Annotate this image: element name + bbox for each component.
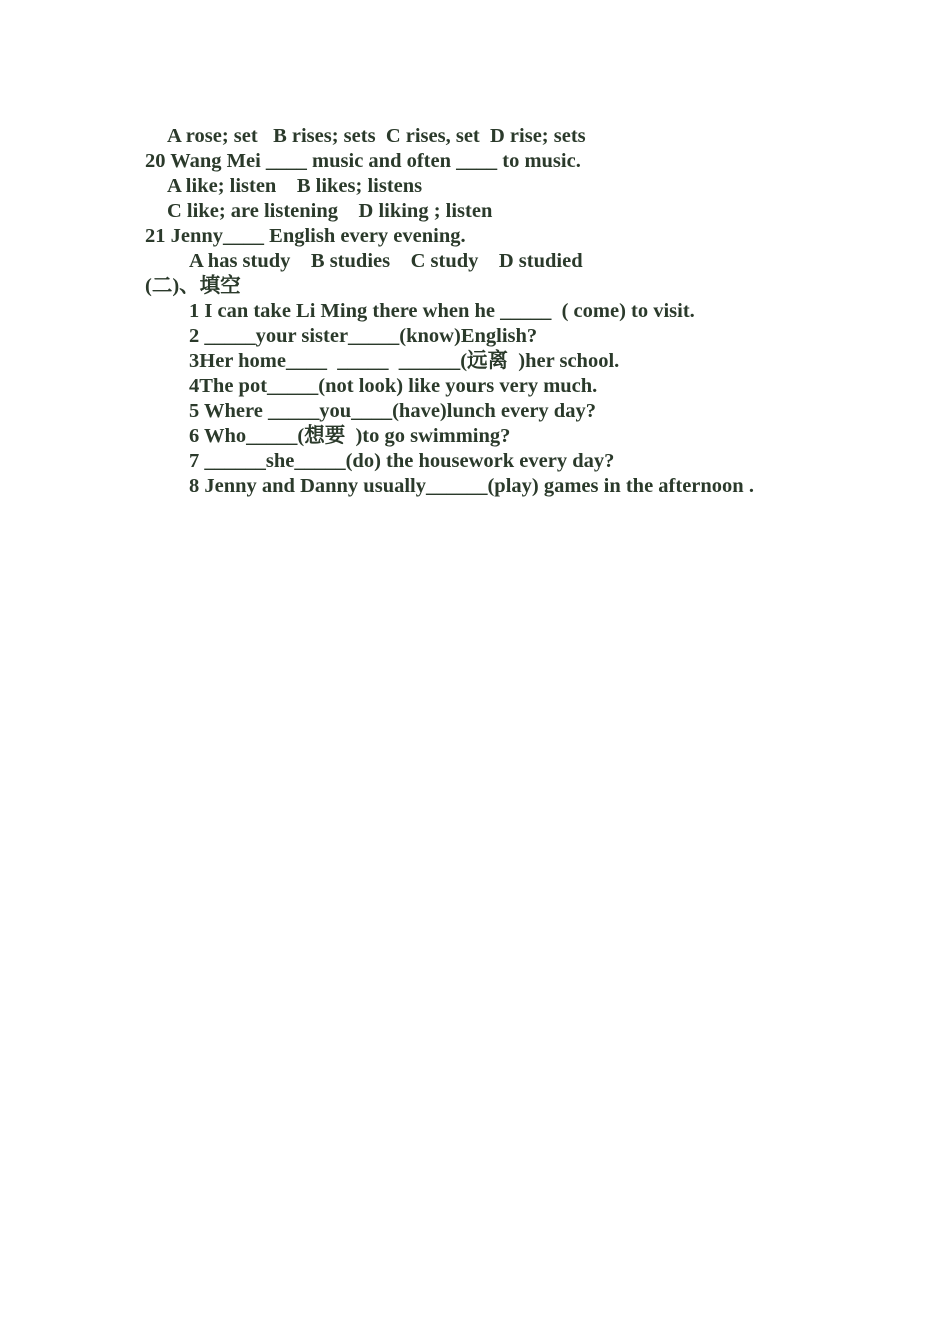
fill-in-item-4: 4The pot_____(not look) like yours very much. (189, 375, 598, 397)
fill-in-item-7: 7 ______she_____(do) the housework every day? (189, 450, 615, 472)
fill-in-item-6: 6 Who_____(想要 )to go swimming? (189, 425, 511, 447)
question-20-options-ab: A like; listen B likes; listens (167, 175, 423, 197)
fill-in-item-2: 2 _____your sister_____(know)English? (189, 325, 538, 347)
question-20-options-cd: C like; are listening D liking ; listen (167, 200, 493, 222)
section-heading-fill-in: (二)、填空 (145, 275, 241, 297)
question-21-options: A has study B studies C study D studied (189, 250, 583, 272)
fill-in-item-8: 8 Jenny and Danny usually______(play) games in the afternoon . (189, 475, 754, 497)
question-19-options: A rose; set B rises; sets C rises, set D rise; sets (167, 125, 586, 147)
fill-in-item-3: 3Her home____ _____ ______(远离 )her school. (189, 350, 620, 372)
question-20-stem: 20 Wang Mei ____ music and often ____ to music. (145, 150, 581, 172)
fill-in-item-1: 1 I can take Li Ming there when he _____ ( come) to visit. (189, 300, 695, 322)
fill-in-item-5: 5 Where _____you____(have)lunch every day? (189, 400, 596, 422)
question-21-stem: 21 Jenny____ English every evening. (145, 225, 466, 247)
